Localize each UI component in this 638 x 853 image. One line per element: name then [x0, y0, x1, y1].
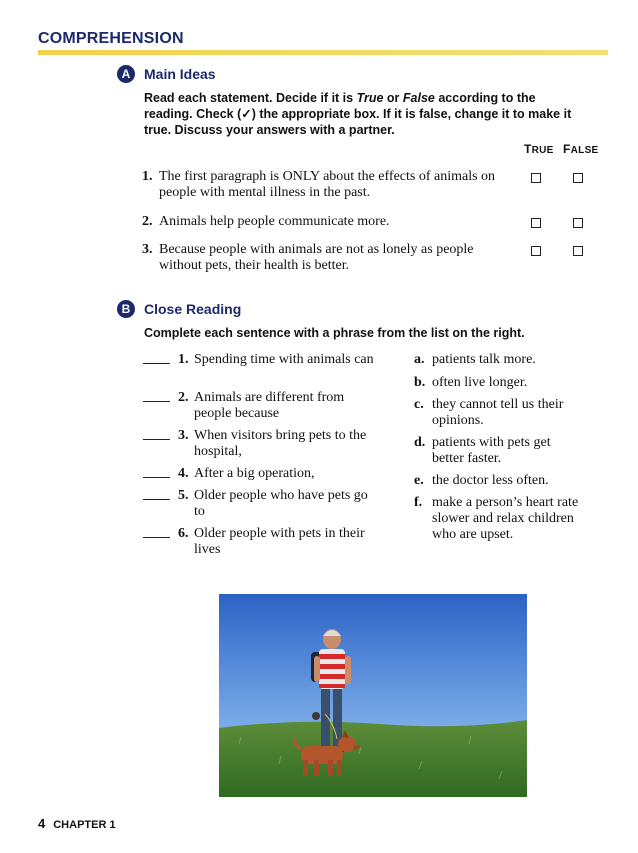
- page-number: 4: [38, 816, 46, 831]
- photo-grass: [219, 720, 527, 797]
- page-footer: [38, 816, 116, 831]
- statement-1-true-checkbox[interactable]: [531, 173, 541, 183]
- answer-blank-6[interactable]: [143, 526, 170, 538]
- heading-rule: [38, 50, 608, 55]
- option-d: d. patients with pets get better faster.: [414, 435, 551, 466]
- statement-2-false-checkbox[interactable]: [573, 218, 583, 228]
- statement-2-true-checkbox[interactable]: [531, 218, 541, 228]
- answer-blank-1[interactable]: [143, 352, 170, 364]
- answer-blank-2[interactable]: [143, 390, 170, 402]
- statement-1-false-checkbox[interactable]: [573, 173, 583, 183]
- statement-2: 2. Animals help people communicate more.: [142, 214, 390, 229]
- statement-3: 3. Because people with animals are not as lonely as people without pets, their health is better.: [142, 242, 474, 273]
- option-f: f. make a person’s heart rate slower and relax children who are upset.: [414, 495, 579, 542]
- match-item-5: 5. Older people who have pets go to: [143, 488, 375, 520]
- match-item-1: 1. Spending time with animals can: [143, 352, 375, 368]
- column-header-false: FALSE: [563, 142, 599, 156]
- photo-sky: [219, 594, 527, 734]
- column-header-true: TRUE: [524, 142, 554, 156]
- statement-3-true-checkbox[interactable]: [531, 246, 541, 256]
- statement-3-false-checkbox[interactable]: [573, 246, 583, 256]
- page-heading: COMPREHENSION: [38, 30, 184, 47]
- option-b: b. often live longer.: [414, 375, 528, 390]
- match-item-3: 3. When visitors bring pets to the hospital,: [143, 428, 375, 460]
- answer-blank-4[interactable]: [143, 466, 170, 478]
- match-item-4: 4. After a big operation,: [143, 466, 375, 482]
- section-b-instructions: Complete each sentence with a phrase from the list on the right.: [144, 326, 525, 340]
- answer-blank-3[interactable]: [143, 428, 170, 440]
- true-word: True: [356, 91, 384, 105]
- option-e: e. the doctor less often.: [414, 473, 549, 488]
- option-a: a. patients talk more.: [414, 352, 536, 367]
- answer-blank-5[interactable]: [143, 488, 170, 500]
- section-a-instructions: Read each statement. Decide if it is True or False according to the reading. Check (✓) the appropriate box. If it is false, change it to make it true. Discuss your answers with a partner.: [144, 91, 572, 137]
- section-a-badge: A: [117, 65, 135, 83]
- section-b-title: Close Reading: [144, 301, 242, 317]
- chapter-label: CHAPTER 1: [53, 819, 116, 831]
- option-c: c. they cannot tell us their opinions.: [414, 397, 564, 428]
- false-word: False: [402, 91, 435, 105]
- match-item-2: 2. Animals are different from people because: [143, 390, 375, 422]
- match-item-6: 6. Older people with pets in their lives: [143, 526, 375, 558]
- section-b-badge: B: [117, 300, 135, 318]
- statement-1: 1. The first paragraph is ONLY about the effects of animals on people with mental illness in the past.: [142, 169, 496, 200]
- photo-man-with-dog: [219, 594, 527, 797]
- section-a-title: Main Ideas: [144, 66, 216, 82]
